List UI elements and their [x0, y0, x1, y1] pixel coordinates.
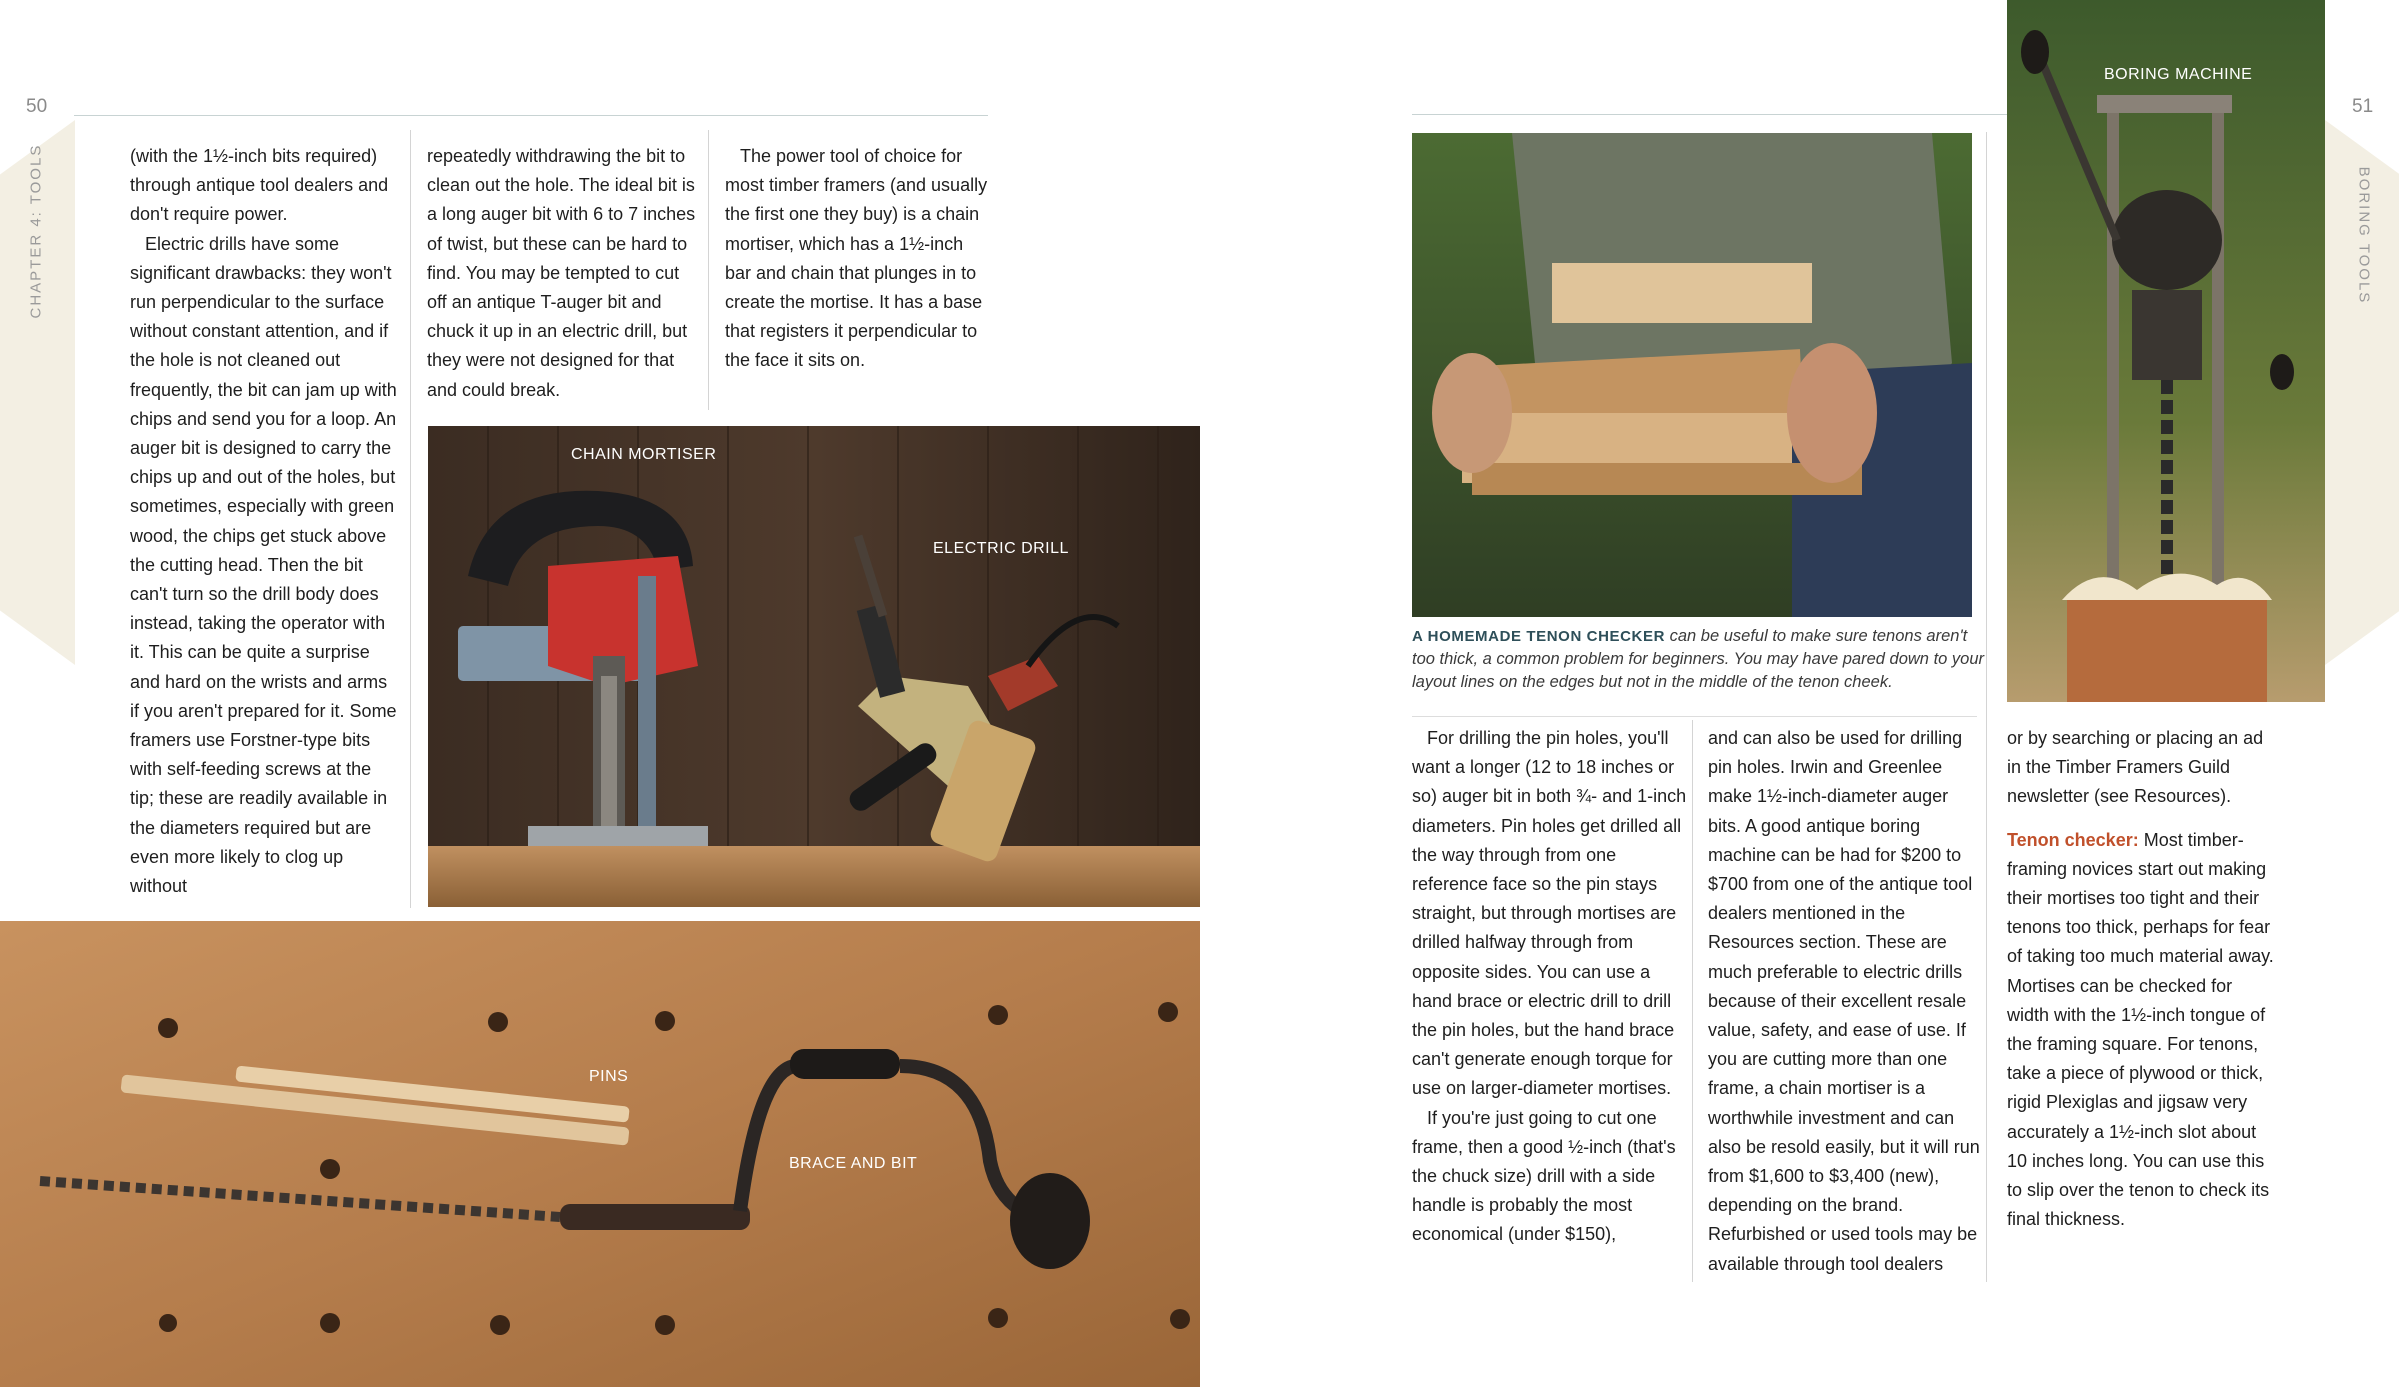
paragraph [2007, 826, 2277, 1235]
brace-and-bit-label: BRACE AND BIT [789, 1155, 918, 1172]
text-column-3 [2007, 724, 2277, 1234]
tenon-checker-heading: Tenon checker: [2007, 829, 2139, 850]
paragraph: Electric drills have some significant drawbacks: they won't run perpendicular to the surface without constant attention, and if the hole is not cleaned out frequently, the bit can jam up with chips and send you for a loop. An auger bit is designed to carry the chips up and out of the holes, but sometimes, especially with green wood, the chips get stuck above the cutting head. Then the bit can't turn so the drill body does instead, taking the operator with it. This can be quite a surprise and hard on the wrists and arms if you aren't prepared for it. Some framers use Forstner-type bits with self-feeding screws at the tip; these are readily available in the diameters required but are even more likely to clog up without [130, 233, 397, 897]
paragraph: If you're just going to cut one frame, then a good ½-inch (that's the chuck size) drill with a side handle is probably the most economical (under $150), [1412, 1107, 1676, 1245]
page-number: 51 [2352, 96, 2374, 117]
tenon-photo-illustration [1412, 133, 1972, 617]
right-page [1200, 0, 2399, 1387]
paragraph: or by searching or placing an ad in the Timber Framers Guild newsletter (see Resources). [2007, 728, 2264, 807]
brace-photo-illustration [0, 921, 1200, 1387]
column-rule [410, 130, 411, 908]
brace-and-bit-photo [0, 921, 1200, 1387]
pins-label: PINS [589, 1068, 629, 1085]
caption-rule [1412, 716, 1977, 717]
column-rule [708, 130, 709, 410]
paragraph: (with the 1½-inch bits required) through antique tool dealers and don't require power. [130, 146, 389, 225]
paragraph: and can also be used for drilling pin holes. Irwin and Greenlee make 1½-inch-diameter auger bits. A good antique boring machine can be had for $200 to $700 from one of the antique tool dealers mentioned in the Resources section. These are much preferable to electric drills because of their excellent resale value, safety, and ease of use. If you are cutting more than one frame, a chain mortiser is a worthwhile investment and can also be resold easily, but it will run from $1,600 to $3,400 (new), depending on the brand. Refurbished or used tools may be available through tool dealers [1708, 728, 1980, 1274]
caption-lead: A HOMEMADE TENON CHECKER [1412, 628, 1666, 645]
boring-machine-illustration [2007, 0, 2325, 702]
caption-text: can be useful to make sure tenons aren't too thick, a common problem for beginners. You may have pared down to your layout lines on the edges but not in the middle of the tenon cheek. [1412, 627, 1985, 691]
text-column-1 [1412, 724, 1688, 1250]
photo-caption [1412, 625, 1987, 694]
tools-photo-illustration [428, 426, 1200, 907]
column-rule [1692, 720, 1693, 1282]
paragraph: The power tool of choice for most timber framers (and usually the first one they buy) is a chain mortiser, which has a 1½-inch bar and chain that plunges in to create the mortise. It has a base that registers it perpendicular to the face it sits on. [725, 146, 988, 371]
boring-machine-label: BORING MACHINE [2104, 66, 2253, 83]
column-rule [1986, 132, 1987, 1282]
chain-mortiser-drill-photo [428, 426, 1200, 907]
page-number: 50 [26, 96, 48, 117]
electric-drill-label: ELECTRIC DRILL [933, 540, 1069, 557]
paragraph: repeatedly withdrawing the bit to clean out the hole. The ideal bit is a long auger bit with 6 to 7 inches of twist, but these can be hard to find. You may be tempted to cut off an antique T-auger bit and chuck it up in an electric drill, but they were not designed for that and could break. [427, 146, 696, 400]
section-tab-label: BORING TOOLS [2355, 166, 2373, 305]
paragraph: For drilling the pin holes, you'll want a longer (12 to 18 inches or so) auger bit in both ¾- and 1-inch diameters. Pin holes get drilled all the way through from one reference face so the pin stays straight, but through mortises are drilled halfway through from opposite sides. You can use a hand brace or electric drill to drill the pin holes, but the hand brace can't generate enough torque for use on larger-diameter mortises. [1412, 728, 1687, 1099]
boring-machine-photo [2007, 0, 2325, 702]
text-column-3 [725, 142, 990, 376]
text-column-2 [427, 142, 697, 405]
chain-mortiser-label: CHAIN MORTISER [571, 446, 717, 463]
chapter-tab-label: CHAPTER 4: TOOLS [27, 143, 45, 319]
text-column-1 [130, 142, 400, 901]
left-page [0, 0, 1199, 1387]
tenon-checker-photo [1412, 133, 1972, 617]
header-rule [74, 115, 988, 116]
text-column-2 [1708, 724, 1980, 1279]
paragraph-text: Most timber-framing novices start out making their mortises too tight and their tenons too thick, perhaps for fear of taking too much material away. Mortises can be checked for width with the 1½-inch tongue of the framing square. For tenons, take a piece of plywood or thick, rigid Plexiglas and jigsaw very accurately a 1½-inch slot about 10 inches long. You can use this to slip over the tenon to check its final thickness. [2007, 829, 2274, 1230]
